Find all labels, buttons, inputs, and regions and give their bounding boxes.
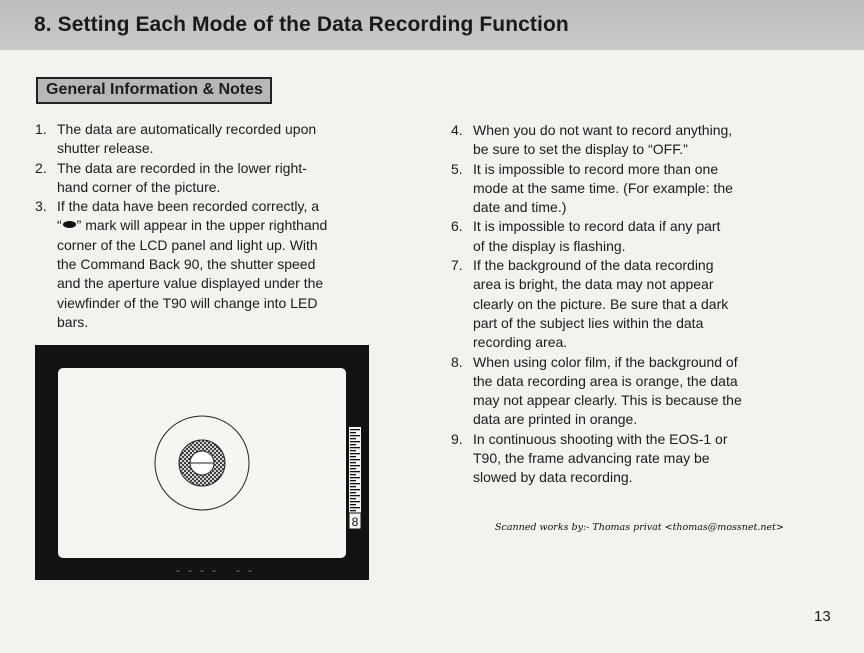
note-number: 4. bbox=[451, 122, 463, 138]
scale-tick bbox=[350, 450, 356, 451]
scale-tick bbox=[350, 498, 356, 499]
scale-tick bbox=[350, 468, 356, 469]
note-number: 8. bbox=[451, 353, 463, 370]
note-item-2 bbox=[35, 159, 369, 198]
page-number: 13 bbox=[814, 608, 831, 625]
notes-list-right bbox=[451, 121, 785, 488]
note-item-3 bbox=[35, 197, 369, 332]
scan-credit: Scanned works by:- Thomas privat <thomas@mossnet.net> bbox=[495, 522, 784, 533]
note-item-7 bbox=[451, 256, 785, 352]
scale-tick bbox=[350, 510, 356, 511]
note-line: hand corner of the picture. bbox=[57, 178, 221, 195]
note-line: part of the subject lies within the data bbox=[473, 314, 704, 331]
note-line: If the background of the data recording bbox=[473, 257, 714, 274]
note-line: The data are automatically recorded upon bbox=[57, 121, 317, 137]
note-line: may not appear clearly. This is because the bbox=[473, 392, 742, 409]
quote-open: “ bbox=[57, 217, 62, 234]
note-number: 3. bbox=[35, 198, 47, 215]
section-heading: General Information & Notes bbox=[36, 77, 272, 104]
viewfinder-bottom-readout: - - - - - - bbox=[175, 567, 254, 578]
note-line: If the data have been recorded correctly, a bbox=[57, 198, 320, 215]
scale-tick bbox=[350, 441, 360, 442]
note-number: 2. bbox=[35, 159, 47, 176]
scale-tick bbox=[350, 486, 356, 487]
note-line: data are printed in orange. bbox=[473, 411, 638, 428]
note-item-8 bbox=[451, 353, 785, 430]
note-line: be sure to set the display to “OFF.” bbox=[473, 141, 688, 158]
scale-tick bbox=[350, 489, 360, 490]
scale-tick bbox=[350, 438, 356, 439]
note-line: of the display is flashing. bbox=[473, 237, 626, 254]
note-line: recording area. bbox=[473, 334, 568, 351]
scale-tick bbox=[350, 504, 356, 505]
note-line: date and time.) bbox=[473, 199, 567, 216]
note-number: 1. bbox=[35, 121, 47, 137]
scale-tick bbox=[350, 432, 356, 433]
scale-tick bbox=[350, 474, 356, 475]
note-item-1 bbox=[35, 120, 369, 159]
scale-tick bbox=[350, 480, 356, 481]
note-item-9 bbox=[451, 430, 785, 488]
note-line: clearly on the picture. Be sure that a dark bbox=[473, 295, 729, 312]
note-line: In continuous shooting with the EOS-1 or bbox=[473, 430, 728, 447]
scale-tick bbox=[350, 471, 360, 472]
scale-tick bbox=[350, 456, 356, 457]
note-line: the Command Back 90, the shutter speed bbox=[57, 256, 316, 273]
quote-close: ” bbox=[76, 217, 82, 234]
notes-list-left bbox=[35, 120, 369, 332]
note-line: bars. bbox=[57, 313, 89, 330]
note-item-5 bbox=[451, 160, 785, 218]
scale-tick bbox=[350, 444, 356, 445]
note-line: When you do not want to record anything, bbox=[473, 122, 733, 138]
note-line: T90, the frame advancing rate may be bbox=[473, 450, 710, 467]
note-line: mode at the same time. (For example: the bbox=[473, 179, 733, 196]
scale-tick bbox=[350, 465, 360, 466]
note-line: viewfinder of the T90 will change into LED bbox=[57, 294, 318, 311]
scale-tick bbox=[350, 453, 360, 454]
scale-tick bbox=[350, 447, 360, 448]
note-line: shutter release. bbox=[57, 140, 154, 157]
scale-tick bbox=[350, 492, 356, 493]
note-line: It is impossible to record more than one bbox=[473, 160, 719, 177]
scale-tick bbox=[350, 477, 360, 478]
note-line: It is impossible to record data if any part bbox=[473, 218, 721, 235]
viewfinder-graphics bbox=[35, 345, 369, 580]
note-line: and the aperture value displayed under the bbox=[57, 275, 324, 292]
note-number: 5. bbox=[451, 160, 463, 177]
note-line: When using color film, if the background of bbox=[473, 353, 738, 370]
scale-tick bbox=[350, 462, 356, 463]
scale-tick bbox=[350, 495, 360, 496]
note-line: mark will appear in the upper righthand bbox=[85, 217, 328, 234]
note-number: 6. bbox=[451, 218, 463, 235]
viewfinder-illustration bbox=[35, 345, 369, 580]
side-indicator-digit: 8 bbox=[351, 515, 359, 529]
note-line: area is bright, the data may not appear bbox=[473, 276, 714, 293]
scale-tick bbox=[350, 459, 360, 460]
note-item-6 bbox=[451, 217, 785, 256]
note-line: slowed by data recording. bbox=[473, 469, 633, 486]
record-mark-icon bbox=[63, 221, 76, 228]
scale-tick bbox=[350, 429, 360, 430]
scale-tick bbox=[350, 501, 360, 502]
note-number: 9. bbox=[451, 430, 463, 447]
page-title: 8. Setting Each Mode of the Data Recording Function bbox=[34, 13, 569, 36]
note-line: The data are recorded in the lower right- bbox=[57, 159, 307, 176]
note-item-4 bbox=[451, 121, 785, 160]
note-line: the data recording area is orange, the data bbox=[473, 372, 738, 389]
scale-tick bbox=[350, 507, 360, 508]
exposure-scale bbox=[349, 427, 361, 513]
note-number: 7. bbox=[451, 257, 463, 274]
scale-tick bbox=[350, 435, 360, 436]
note-line: corner of the LCD panel and light up. With bbox=[57, 236, 318, 253]
scale-tick bbox=[350, 483, 360, 484]
